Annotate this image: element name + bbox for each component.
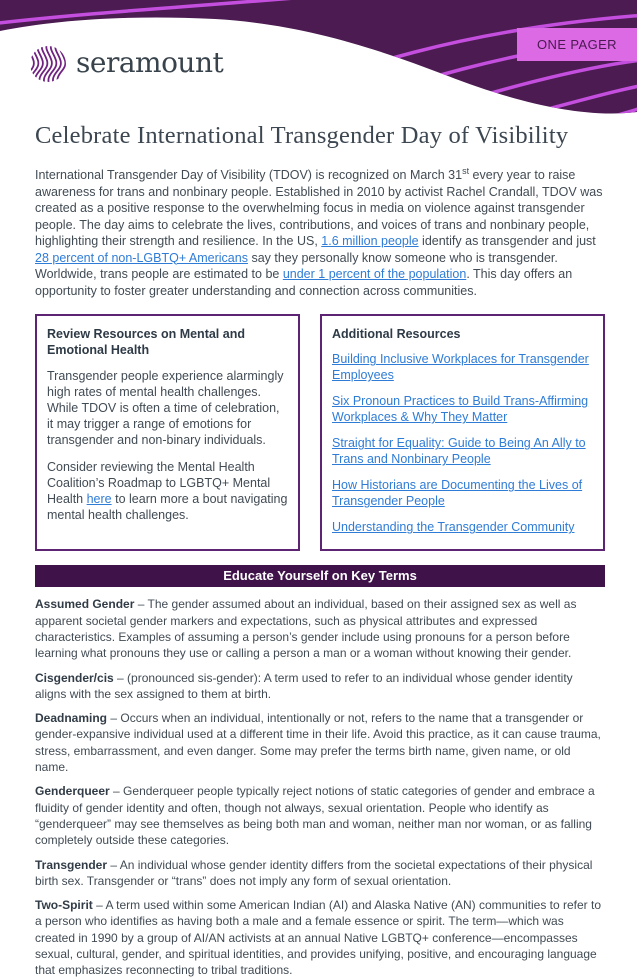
key-terms-banner: Educate Yourself on Key Terms [35, 565, 605, 587]
link-building-inclusive-workplaces[interactable]: Building Inclusive Workplaces for Transgender Employees [332, 352, 589, 383]
mental-health-box-heading: Review Resources on Mental and Emotional Health [47, 327, 245, 358]
mental-health-text: to learn more a bout navigating mental health challenges. [47, 492, 288, 523]
term-name: Assumed Gender [35, 597, 135, 612]
intro-text: International Transgender Day of Visibility (TDOV) is recognized on March 31 [35, 168, 463, 183]
document-body [0, 112, 637, 979]
one-pager-badge: ONE PAGER [517, 28, 637, 61]
term-def: – The gender assumed about an individual, based on their assigned sex as well as apparent societal gender markers and expectations, such as physical attributes and expressed characteristics. Examples of assuming a person’s gender include using pronouns for a person before learning what pronouns they use or calling a person a man or a woman without knowing their gender. [35, 597, 577, 661]
seramount-wordmark: seramount [76, 45, 224, 79]
term-name: Deadnaming [35, 711, 108, 726]
term-definition-cisgender [35, 670, 605, 703]
term-def: – (pronounced sis-gender): A term used to refer to an individual whose gender identity aligns with the sex assigned to them at birth. [35, 670, 573, 701]
intro-text: every year to raise awareness for trans and nonbinary people. Established in 2010 by activist Rachel Crandall, TDOV was created as a positive response to the overwhelming focus in media on violence against transgender people. The day aims to celebrate the lives, contributions, and voices of trans and nonbinary people, highlighting their strength and resilience. In the US, [35, 168, 603, 249]
additional-resources-box [320, 314, 605, 551]
term-name: Cisgender/cis [35, 670, 114, 685]
term-definition-deadnaming [35, 710, 605, 775]
link-28-percent-non-lgbtq-americans[interactable]: 28 percent of non-LGBTQ+ Americans [35, 250, 248, 265]
link-1-6-million-people[interactable]: 1.6 million people [321, 234, 419, 249]
mental-health-box [35, 314, 300, 551]
term-definition-assumed-gender [35, 596, 605, 661]
term-name: Two-Spirit [35, 898, 93, 913]
term-def: – An individual whose gender identity differs from the societal expectations of their physical birth sex. Transgender or “trans” does not imply any form of sexual orientation. [35, 857, 593, 888]
term-def: – A term used within some American Indian (AI) and Alaska Native (AN) communities to refer to a person who identifies as having both a male and a female essence or spirit. The term—which was created in 1990 by a group of AI/AN activists at an annual Native LGBTQ+ conference—encompasses sexual, cultural, gender, and spiritual identities, and provides unifying, positive, and encouraging language that emphasizes reconnecting to tribal traditions. [35, 898, 602, 978]
additional-resources-heading: Additional Resources [332, 327, 461, 342]
resource-boxes-row [35, 314, 605, 551]
intro-superscript: st [462, 166, 470, 176]
term-definition-genderqueer [35, 783, 605, 848]
term-def: – Occurs when an individual, intentionally or not, refers to the name that a transgender or gender-expansive individual used at a different time in their life. Avoid this practice, as it can cause trauma, stress, embarrassment, and even danger. Some may prefer the terms birth name, given name, or old name. [35, 711, 601, 775]
page-title: Celebrate International Transgender Day of Visibility [35, 122, 569, 149]
term-definition-transgender [35, 857, 605, 890]
mental-health-paragraph-1: Transgender people experience alarmingly high rates of mental health challenges. While TDOV is often a time of celebration, it may trigger a range of emotions for transgender and non-binary individuals. [47, 368, 284, 448]
key-terms-list [35, 596, 605, 978]
link-straight-for-equality-guide[interactable]: Straight for Equality: Guide to Being An Ally to Trans and Nonbinary People [332, 436, 586, 467]
term-def: – Genderqueer people typically reject notions of static categories of gender and embrace a fluidity of gender identity and often, though not always, sexual orientation. People who identify as “genderqueer” may see themselves as being both man and woman, neither man nor woman, or as falling completely outside these categories. [35, 784, 595, 848]
mental-health-text: Consider reviewing the Mental Health Coalition’s Roadmap to LGBTQ+ Mental Health [47, 459, 271, 507]
seramount-swirl-icon [29, 45, 67, 83]
term-name: Genderqueer [35, 784, 110, 799]
link-under-1-percent-population[interactable]: under 1 percent of the population [282, 267, 467, 282]
intro-paragraph [35, 163, 605, 299]
mental-health-paragraph-2 [47, 459, 288, 524]
link-understanding-transgender-community[interactable]: Understanding the Transgender Community [332, 520, 575, 535]
link-six-pronoun-practices[interactable]: Six Pronoun Practices to Build Trans-Affirming Workplaces & Why They Matter [332, 394, 589, 425]
term-name: Transgender [35, 857, 108, 872]
link-mental-health-roadmap-here[interactable]: here [86, 492, 112, 507]
term-definition-two-spirit [35, 897, 605, 978]
seramount-logo [29, 45, 223, 83]
link-how-historians-documenting[interactable]: How Historians are Documenting the Lives of Transgender People [332, 478, 583, 509]
intro-text: identify as transgender and just [418, 234, 596, 249]
header-banner [0, 0, 637, 112]
intro-text: say they personally know someone who is transgender. Worldwide, trans people are estimated to be [35, 250, 558, 282]
intro-text: . This day offers an opportunity to foster greater understanding and connection across communities. [35, 267, 573, 298]
